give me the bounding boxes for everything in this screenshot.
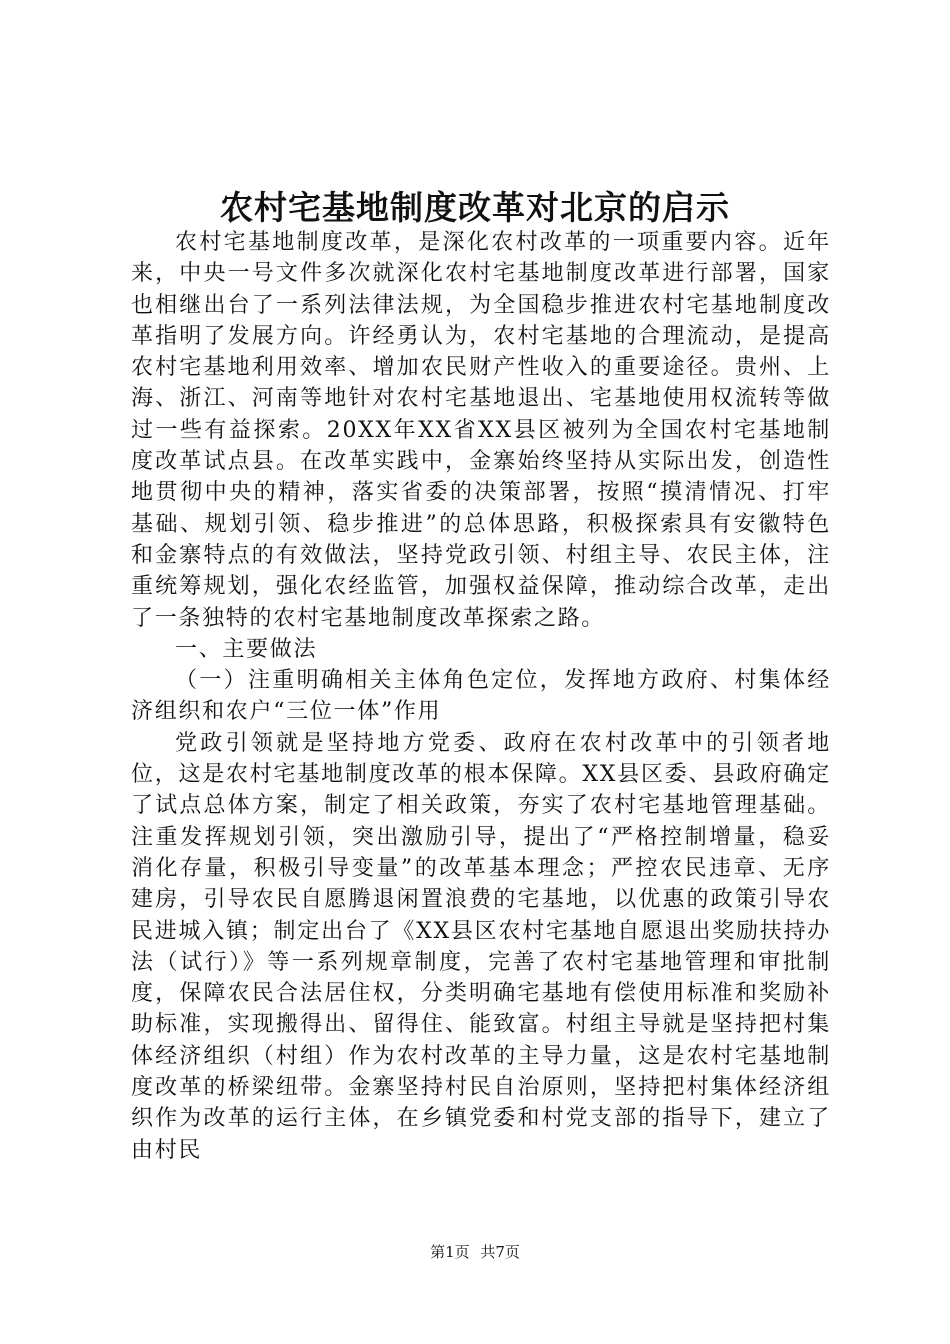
paragraph-intro: 农村宅基地制度改革，是深化农村改革的一项重要内容。近年来，中央一号文件多次就深化农村宅基地制度改革进行部署，国家也相继出台了一系列法律法规，为全国稳步推进农村宅基地制度改革指明了发展方向。许经勇认为，农村宅基地的合理流动，是提高农村宅基地利用效率、增加农民财产性收入的重要途径。贵州、上海、浙江、河南等地针对农村宅基地退出、宅基地使用权流转等做过一些有益探索。20XX年XX省XX县区被列为全国农村宅基地制度改革试点县。在改革实践中，金寨始终坚持从实际出发，创造性地贯彻中央的精神，落实省委的决策部署，按照“摸清情况、打牢基础、规划引领、稳步推进”的总体思路，积极探索具有安徽特色和金寨特点的有效做法，坚持党政引领、村组主导、农民主体，注重统筹规划，强化农经监管，加强权益保障，推动综合改革，走出了一条独特的农村宅基地制度改革探索之路。 [131,230,831,631]
section-heading-main-practices: 一、主要做法 [175,636,318,662]
document-body [131,227,831,1166]
subsection-heading-1: （一）注重明确相关主体角色定位，发挥地方政府、村集体经济组织和农户“三位一体”作用 [131,668,831,725]
document-title: 农村宅基地制度改革对北京的启示 [220,188,730,227]
page-footer [0,1242,950,1262]
paragraph-party-leadership: 党政引领就是坚持地方党委、政府在农村改革中的引领者地位，这是农村宅基地制度改革的根本保障。XX县区委、县政府确定了试点总体方案，制定了相关政策，夯实了农村宅基地管理基础。注重发挥规划引领，突出激励引导，提出了“严格控制增量，稳妥消化存量，积极引导变量”的改革基本理念；严控农民违章、无序建房，引导农民自愿腾退闲置浪费的宅基地，以优惠的政策引导农民进城入镇；制定出台了《XX县区农村宅基地自愿退出奖励扶持办法（试行）》等一系列规章制度，完善了农村宅基地管理和审批制度，保障农民合法居住权，分类明确宅基地有偿使用标准和奖励补助标准，实现搬得出、留得住、能致富。村组主导就是坚持把村集体经济组织（村组）作为农村改革的主导力量，这是农村宅基地制度改革的桥梁纽带。金寨坚持村民自治原则，坚持把村集体经济组织作为改革的运行主体，在乡镇党委和村党支部的指导下，建立了由村民 [131,730,831,1163]
page-number: 第1页 [430,1243,470,1261]
page-total: 共7页 [480,1243,520,1261]
